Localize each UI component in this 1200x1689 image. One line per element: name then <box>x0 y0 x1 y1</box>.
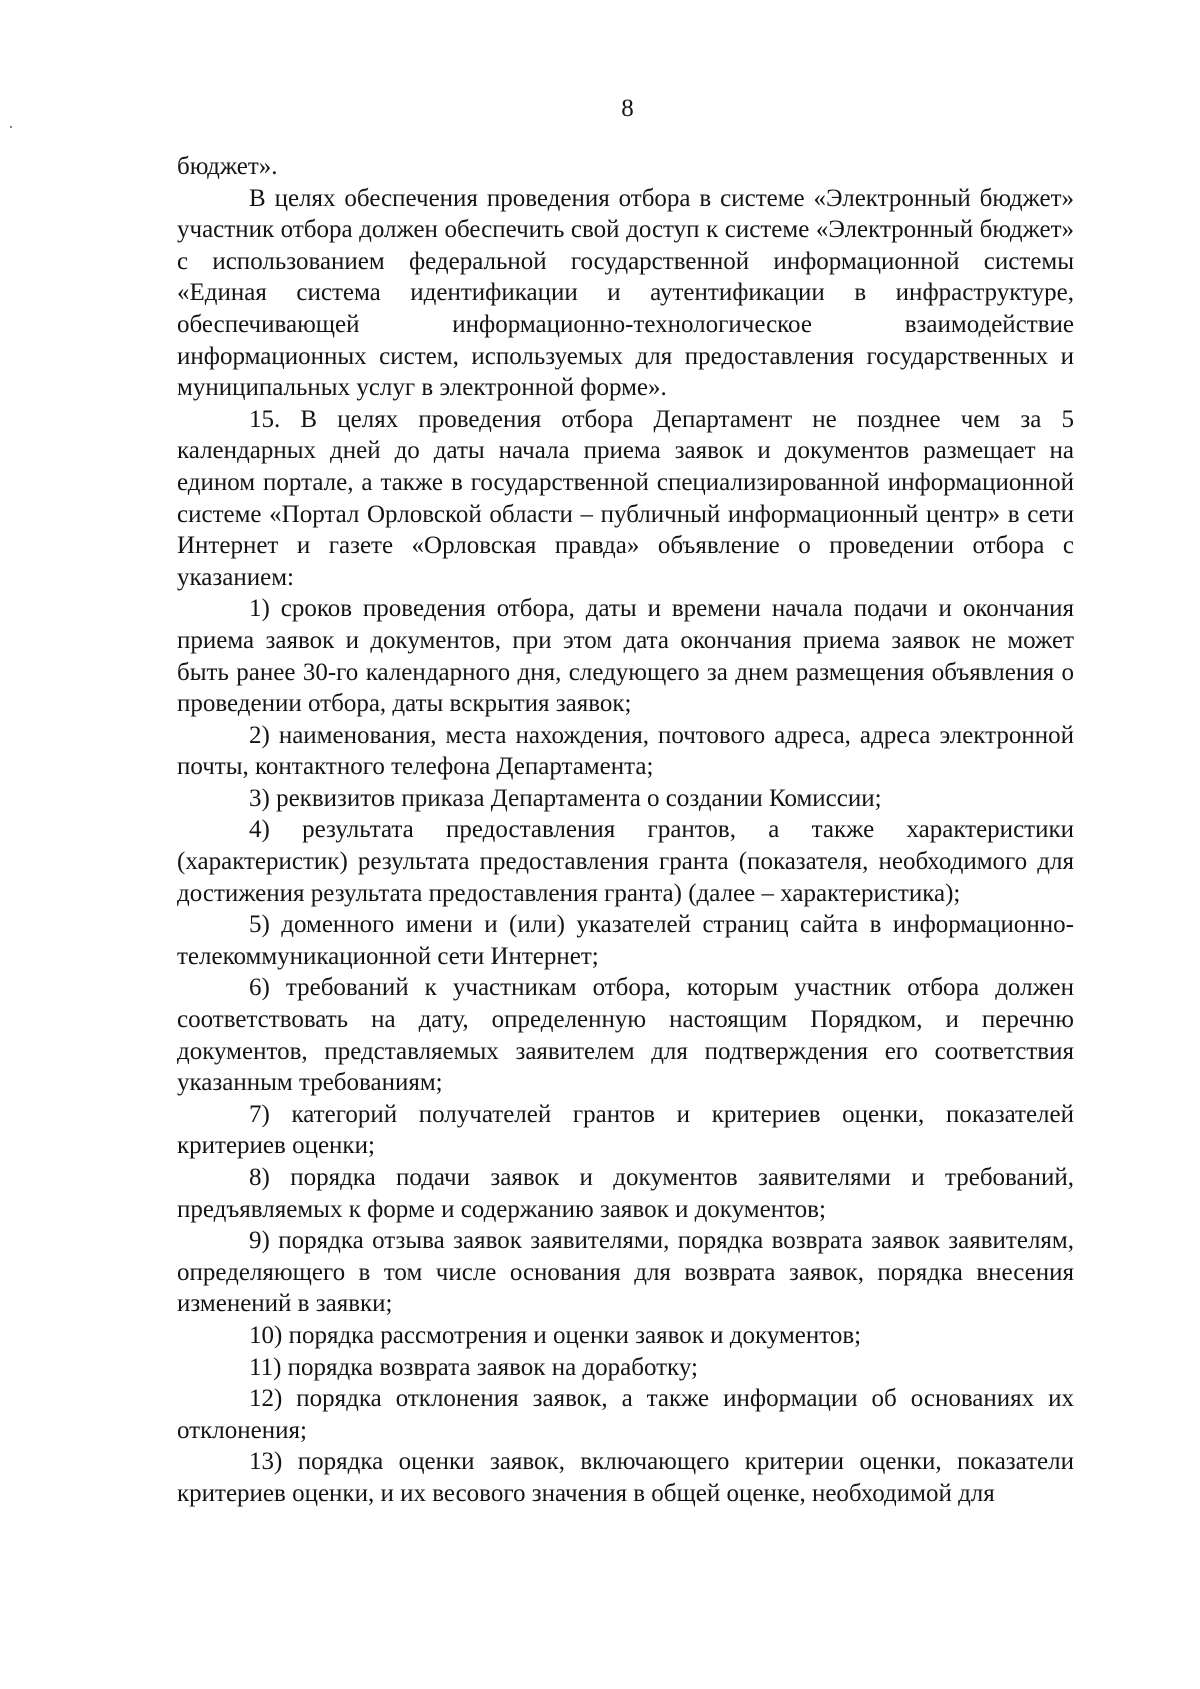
list-item-6: 6) требований к участникам отбора, которым участник отбора должен соответствовать на дату, определенную настоящим Порядком, и перечню документов, представляемых заявителем для подтверждения его соответствия указанным требованиям; <box>177 974 1074 1097</box>
list-item-9: 9) порядка отзыва заявок заявителями, порядка возврата заявок заявителям, определяющего в том числе основания для возврата заявок, порядка внесения изменений в заявки; <box>177 1227 1074 1318</box>
list-item-11: 11) порядка возврата заявок на доработку; <box>249 1353 698 1381</box>
paragraph-item-15: 15. В целях проведения отбора Департамент не позднее чем за 5 календарных дней до даты начала приема заявок и документов размещает на едином портале, а также в государственной специализированной информационной системе «Портал Орловской области – публичный информационный центр» в сети Интернет и газете «Орловская правда» объявление о проведении отбора с указанием: <box>177 405 1074 591</box>
list-item-4: 4) результата предоставления грантов, а также характеристики (характеристик) результата предоставления гранта (показателя, необходимого для достижения результата предоставления гранта) (далее – характеристика); <box>177 816 1074 907</box>
scan-artifact <box>10 126 12 128</box>
list-item-1: 1) сроков проведения отбора, даты и времени начала подачи и окончания приема заявок и документов, при этом дата окончания приема заявок не может быть ранее 30-го календарного дня, следующего за днем размещения объявления о проведении отбора, даты вскрытия заявок; <box>177 595 1074 718</box>
list-item-10: 10) порядка рассмотрения и оценки заявок и документов; <box>249 1321 862 1349</box>
document-body <box>177 151 1074 1510</box>
list-item-3: 3) реквизитов приказа Департамента о создании Комиссии; <box>249 784 882 812</box>
list-item-13: 13) порядка оценки заявок, включающего критерии оценки, показатели критериев оценки, и их весового значения в общей оценке, необходимой для <box>177 1448 1074 1507</box>
list-item-2: 2) наименования, места нахождения, почтового адреса, адреса электронной почты, контактного телефона Департамента; <box>177 721 1074 781</box>
page-number: 8 <box>621 95 634 122</box>
list-item-8: 8) порядка подачи заявок и документов заявителями и требований, предъявляемых к форме и содержанию заявок и документов; <box>177 1164 1074 1223</box>
list-item-5: 5) доменного имени и (или) указателей страниц сайта в информационно-телекоммуникационной сети Интернет; <box>177 911 1074 970</box>
list-item-12: 12) порядка отклонения заявок, а также информации об основаниях их отклонения; <box>177 1385 1074 1444</box>
list-item-7: 7) категорий получателей грантов и критериев оценки, показателей критериев оценки; <box>177 1100 1074 1160</box>
paragraph-electronic-budget-access: В целях обеспечения проведения отбора в системе «Электронный бюджет» участник отбора должен обеспечить свой доступ к системе «Электронный бюджет» с использованием федеральной государственной информационной системы «Единая система идентификации и аутентификации в инфраструктуре, обеспечивающей информационно-технологическое взаимодействие информационных систем, используемых для предоставления государственных и муниципальных услуг в электронной форме». <box>177 184 1074 402</box>
paragraph-continuation: бюджет». <box>177 153 278 180</box>
